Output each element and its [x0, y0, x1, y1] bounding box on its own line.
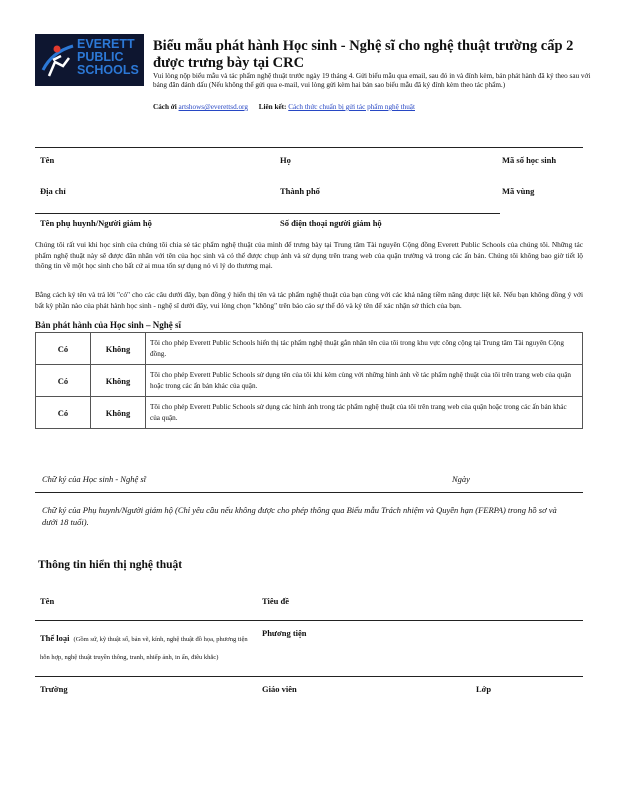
art-title-field[interactable]: Tiêu đề: [262, 596, 290, 606]
prep-instructions-link[interactable]: Cách thức chuẩn bị gửi tác phẩm nghệ thuật: [288, 103, 415, 111]
date-field[interactable]: Ngày: [452, 474, 470, 484]
contact-label: Cách ới: [153, 103, 177, 111]
divider: [35, 147, 583, 148]
zip-field[interactable]: Mã vùng: [502, 186, 535, 196]
release-heading: Bản phát hành của Học sinh – Nghệ sĩ: [35, 320, 182, 330]
yes-option[interactable]: Có: [36, 365, 91, 397]
everett-logo: [35, 34, 144, 86]
table-row: [36, 365, 583, 397]
divider: [35, 492, 583, 493]
yes-option[interactable]: Có: [36, 333, 91, 365]
consent-paragraph-1: Chúng tôi rất vui khi học sinh của chúng tôi chia sẻ tác phẩm nghệ thuật của mình để trưng bày tại Trung tâm Tài nguyên Cộng đồng Everett Public Schools của chúng tôi. Những tác phẩm nghệ thuật này sẽ được đăn nhãn với tên của học sinh và có thể được chụp ảnh và sử dụng trên trang web của quận trường và trong các ấn bản. Chúng tôi không bao giờ tiết lộ thông tin về một học sinh cho bất cứ ai mua tổn sự dụng nó vì lý do thương mại.: [35, 240, 583, 271]
artwork-heading: Thông tin hiển thị nghệ thuật: [38, 559, 183, 571]
contact-line: [153, 103, 415, 111]
consent-paragraph-2: Bằng cách ký tên và trả lời "có" cho các câu dưới đây, bạn đồng ý hiển thị tên và tác phẩm nghệ thuật của bạn cùng với các khả năng tiềm năng được liệt kê. Nếu bạn không đồng ý với bất kỳ phần nào của phát hành học sinh - nghệ sĩ dưới đây, vui lòng chọn "không" trên báo cáo sự thể đó và ký tên để xác nhận sở thích của bạn.: [35, 290, 583, 310]
art-name-field[interactable]: Tên: [40, 596, 55, 606]
school-field[interactable]: Trường: [40, 684, 68, 694]
medium-field[interactable]: Phương tiện: [262, 628, 307, 638]
runner-icon: [39, 40, 75, 80]
student-id-field[interactable]: Mã số học sinh: [502, 155, 557, 165]
table-row: [36, 397, 583, 429]
release-statement: Tôi cho phép Everett Public Schools sử dụng tên của tôi khi kèm cùng với những hình ảnh về tác phẩm nghệ thuật của tôi trên trang web của quận hoặc trong các ấn bản khác của quận.: [146, 365, 583, 397]
parent-phone-field[interactable]: Số điện thoại người giám hộ: [280, 218, 382, 228]
divider: [35, 213, 500, 214]
teacher-field[interactable]: Giáo viên: [262, 684, 297, 694]
yes-option[interactable]: Có: [36, 397, 91, 429]
logo-text: EVERETT PUBLIC SCHOOLS: [77, 37, 139, 77]
intro-text: Vui lòng nộp biểu mẫu và tác phẩm nghệ thuật trước ngày 19 tháng 4. Gửi biểu mẫu qua email, sau đó in và đính kèm, bản phát hành đã ký theo sau với bảng đăn đánh dấu (Nếu không thể gửi qua e-mail, vui lòng gửi kèm hai bản sao biểu mẫu đã ký đính kèm theo tác phẩm.): [153, 72, 591, 89]
form-title: Biểu mẫu phát hành Học sinh - Nghệ sĩ cho nghệ thuật trường cấp 2 được trưng bày tại CRC: [153, 38, 574, 71]
address-field[interactable]: Địa chỉ: [40, 186, 66, 196]
name-field[interactable]: Tên: [40, 155, 55, 165]
divider: [35, 676, 583, 677]
contact-email-link[interactable]: artshows@everettsd.org: [178, 103, 248, 111]
city-field[interactable]: Thành phố: [280, 186, 320, 196]
no-option[interactable]: Không: [91, 365, 146, 397]
release-statement: Tôi cho phép Everett Public Schools hiển thị tác phẩm nghệ thuật gắn nhãn tên của tôi trong khu vực công cộng tại Trung tâm Tài nguyên Cộng đồng.: [146, 333, 583, 365]
release-statement: Tôi cho phép Everett Public Schools sử dụng các hình ảnh trong tác phẩm nghệ thuật của tôi trên trang web của quận hoặc trong các ấn bản khác của quận.: [146, 397, 583, 429]
surname-field[interactable]: Họ: [280, 155, 291, 165]
parent-signature-field[interactable]: Chữ ký của Phụ huynh/Người giám hộ (Chỉ yêu cầu nếu không được cho phép thông qua Biểu mẫu Trách nhiệm và Quyền hạn (FERPA) trong hồ sơ và dưới 18 tuổi).: [42, 505, 557, 527]
no-option[interactable]: Không: [91, 333, 146, 365]
release-table: [35, 332, 583, 429]
divider: [35, 620, 583, 621]
category-block[interactable]: [40, 628, 252, 664]
parent-name-field[interactable]: Tên phụ huynh/Người giám hộ: [40, 218, 152, 228]
category-label: Thể loại: [40, 633, 70, 643]
table-row: [36, 333, 583, 365]
grade-field[interactable]: Lớp: [476, 684, 492, 694]
link-label: Liên kết:: [258, 103, 287, 111]
no-option[interactable]: Không: [91, 397, 146, 429]
category-note: (Gồm sứ, kỹ thuật số, bản vẽ, kính, nghệ thuật đồ họa, phương tiện hỗn hợp, nghệ thuật truyền thông, tranh, nhiếp ảnh, in ấn, điêu khắc): [40, 636, 248, 661]
student-signature-field[interactable]: Chữ ký của Học sinh - Nghệ sĩ: [42, 474, 147, 484]
